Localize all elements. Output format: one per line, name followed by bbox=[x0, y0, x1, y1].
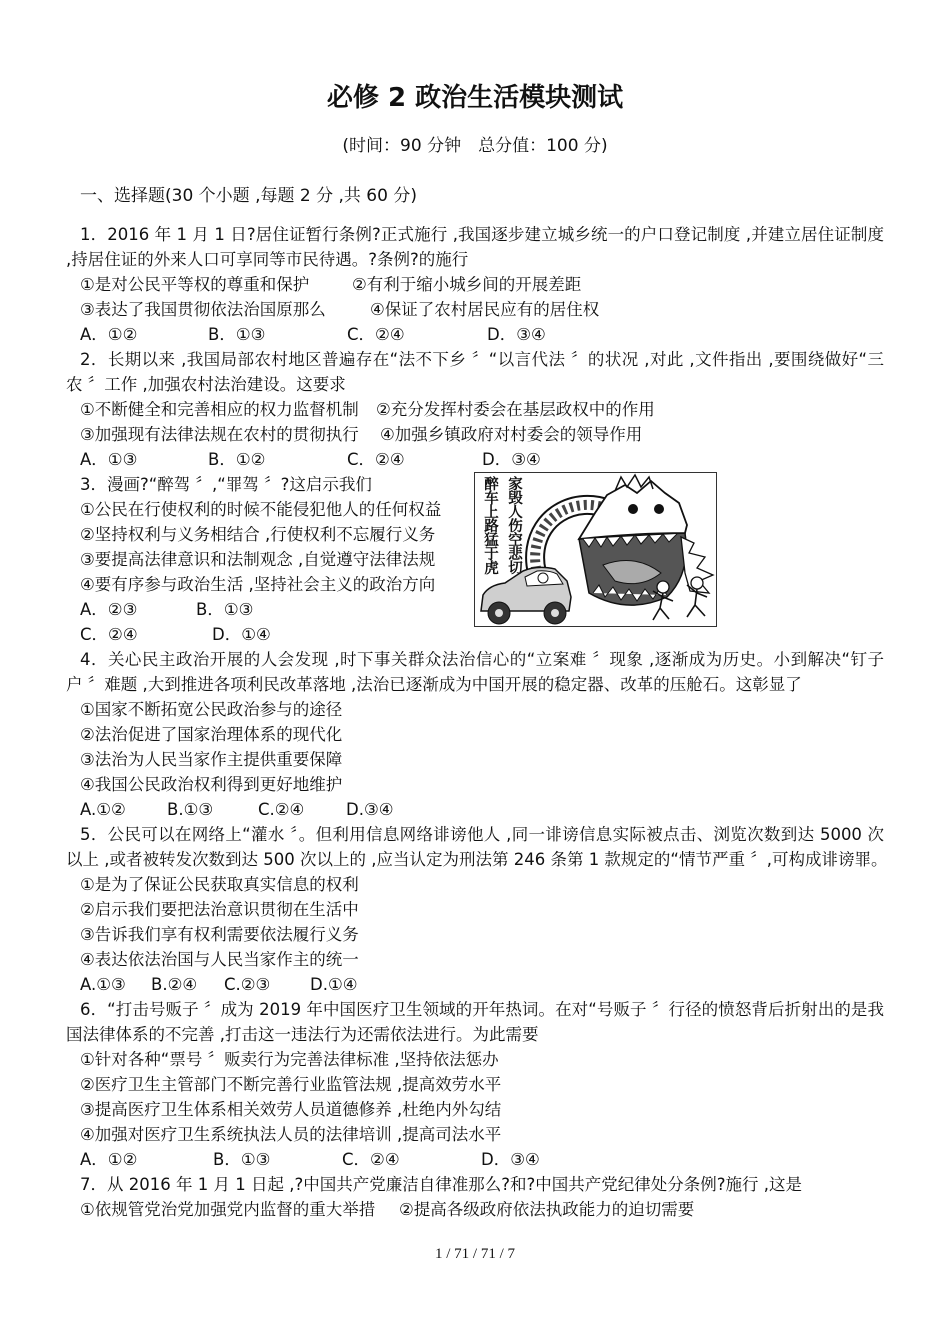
q1-stem-line-1 bbox=[66, 222, 884, 247]
q6-choices bbox=[66, 1147, 884, 1172]
q5-statement-1: ①是为了保证公民获取真实信息的权利 bbox=[80, 875, 359, 894]
q5-choice-c: C.②③ bbox=[224, 975, 271, 994]
q2-stem-line-1 bbox=[66, 347, 884, 372]
q4-statement-row-2 bbox=[66, 722, 884, 747]
car-hubcap-front bbox=[495, 609, 503, 617]
person-1-head bbox=[657, 581, 669, 593]
q2-stem-text-2: 农 〞工作 ,加强农村法治建设。这要求 bbox=[66, 375, 346, 394]
q7-stem-text-1: 7．从 2016 年 1 月 1 日起 ,?中国共产党廉洁自律准那么?和?中国共产党纪律处分条例?施行 ,这是 bbox=[80, 1175, 802, 1194]
q2-choice-d: D．③④ bbox=[482, 450, 541, 469]
q3-choice-b: B．①③ bbox=[196, 600, 254, 619]
q1-choice-c: C．②④ bbox=[347, 325, 405, 344]
q1-choice-a: A．①② bbox=[80, 325, 138, 344]
q3-choice-a: A．②③ bbox=[80, 600, 138, 619]
q1-statement-4: ④保证了农村居民应有的居住权 bbox=[370, 300, 600, 319]
q4-stem-text-2: 户 〞难题 ,大到推进各项利民改革落地 ,法治已逐渐成为中国开展的稳定器、改革的压舱石。这彰显了 bbox=[66, 675, 802, 694]
q4-stem-line-2 bbox=[66, 672, 884, 697]
q4-statement-3: ③法治为人民当家作主提供重要保障 bbox=[80, 750, 343, 769]
q2-statement-2: ②充分发挥村委会在基层政权中的作用 bbox=[376, 400, 655, 419]
question-list bbox=[66, 222, 888, 1222]
page-number: 1 / 71 / 71 / 7 bbox=[434, 1246, 515, 1262]
q3-stem-text-1: 3．漫画?“醉驾 〞,“罪驾 〞?这启示我们 bbox=[80, 475, 372, 494]
q6-stem-line-1 bbox=[66, 997, 884, 1022]
dragon-eye-left bbox=[628, 504, 638, 514]
q6-statement-4: ④加强对医疗卫生系统执法人员的法律培训 ,提高司法水平 bbox=[80, 1125, 502, 1144]
q3-statement-3: ③要提高法律意识和法制观念 ,自觉遵守法律法规 bbox=[80, 550, 436, 569]
q1-statement-1: ①是对公民平等权的尊重和保护 bbox=[80, 275, 310, 294]
q1-choice-b: B．①③ bbox=[208, 325, 266, 344]
q5-statement-row-2 bbox=[66, 897, 884, 922]
q3-statement-2: ②坚持权利与义务相结合 ,行使权利不忘履行义务 bbox=[80, 525, 436, 544]
q5-stem-text-1: 5．公民可以在网络上“灌水 〞。但利用信息网络诽谤他人 ,同一诽谤信息实际被点击、浏览次数到达 5000 次 bbox=[80, 825, 884, 844]
q6-choice-d: D．③④ bbox=[481, 1150, 540, 1169]
q3-statement-4: ④要有序参与政治生活 ,坚持社会主义的政治方向 bbox=[80, 575, 436, 594]
q5-statement-3: ③告诉我们享有权利需要依法履行义务 bbox=[80, 925, 359, 944]
q3-choice-c: C．②④ bbox=[80, 625, 138, 644]
q6-stem-text-2: 国法律体系的不完善 ,打击这一违法行为还需依法进行。为此需要 bbox=[66, 1025, 539, 1044]
q6-statement-row-1 bbox=[66, 1047, 884, 1072]
q5-statement-row-3 bbox=[66, 922, 884, 947]
q6-statement-row-4 bbox=[66, 1122, 884, 1147]
car-hubcap-rear bbox=[551, 609, 559, 617]
q1-statements-row-2 bbox=[66, 297, 884, 322]
q2-statement-4: ④加强乡镇政府对村委会的领导作用 bbox=[380, 425, 643, 444]
q7-statement-2: ②提高各级政府依法执政能力的迫切需要 bbox=[399, 1200, 695, 1219]
q5-choices bbox=[66, 972, 884, 997]
q1-stem-line-2 bbox=[66, 247, 884, 272]
q6-stem-line-2 bbox=[66, 1022, 884, 1047]
q5-stem-line-1 bbox=[66, 822, 884, 847]
q2-stem-line-2 bbox=[66, 372, 884, 397]
q7-statements-row-1 bbox=[66, 1197, 884, 1222]
q5-statement-4: ④表达依法治国与人民当家作主的统一 bbox=[80, 950, 359, 969]
q2-choices bbox=[66, 447, 884, 472]
q7-statement-1: ①依规管党治党加强党内监督的重大举措 bbox=[80, 1200, 376, 1219]
q6-statement-1: ①针对各种“票号 〞贩卖行为完善法律标准 ,坚持依法惩办 bbox=[80, 1050, 499, 1069]
q4-statement-4: ④我国公民政治权利得到更好地维护 bbox=[80, 775, 343, 794]
q4-choice-d: D.③④ bbox=[346, 800, 394, 819]
q6-choice-c: C．②④ bbox=[342, 1150, 400, 1169]
exam-time-and-score: (时间：90 分钟 总分值：100 分) bbox=[342, 136, 608, 156]
q2-choice-a: A．①③ bbox=[80, 450, 138, 469]
q4-statement-row-1 bbox=[66, 697, 884, 722]
section-heading: 一、选择题(30 个小题 ,每题 2 分 ,共 60 分) bbox=[80, 186, 417, 206]
q7-stem-line-1 bbox=[66, 1172, 884, 1197]
q5-choice-a: A.①③ bbox=[80, 975, 126, 994]
q5-statement-row-1 bbox=[66, 872, 884, 897]
q1-choice-d: D．③④ bbox=[487, 325, 546, 344]
q1-statement-2: ②有利于缩小城乡间的开展差距 bbox=[352, 275, 582, 294]
q4-statement-row-3 bbox=[66, 747, 884, 772]
q6-statement-row-3 bbox=[66, 1097, 884, 1122]
person-2-head bbox=[691, 577, 703, 589]
q6-statement-3: ③提高医疗卫生体系相关效劳人员道德修养 ,杜绝内外勾结 bbox=[80, 1100, 502, 1119]
q5-stem-line-2 bbox=[66, 847, 888, 872]
q5-statement-row-4 bbox=[66, 947, 884, 972]
q4-stem-text-1: 4．关心民主政治开展的人会发现 ,时下事关群众法治信心的“立案难 〞现象 ,逐渐成为历史。小到解决“钉子 bbox=[80, 650, 884, 669]
q3-statement-1: ①公民在行使权利的时候不能侵犯他人的任何权益 bbox=[80, 500, 442, 519]
q3-choice-d: D．①④ bbox=[212, 625, 271, 644]
q6-choice-a: A．①② bbox=[80, 1150, 138, 1169]
q6-statement-row-2 bbox=[66, 1072, 884, 1097]
q5-stem-text-2: 以上 ,或者被转发次数到达 500 次以上的 ,应当认定为刑法第 246 条第 1 款规定的“情节严重 〞,可构成诽谤罪。 bbox=[66, 850, 888, 869]
cartoon-caption-right: 家毁人伤空悲切 bbox=[506, 476, 522, 574]
q6-statement-2: ②医疗卫生主管部门不断完善行业监管法规 ,提高效劳水平 bbox=[80, 1075, 502, 1094]
q1-stem-text-1: 1．2016 年 1 月 1 日?居住证暂行条例?正式施行 ,我国逐步建立城乡统一的户口登记制度 ,并建立居住证制度 bbox=[80, 225, 884, 244]
q5-choice-b: B.②④ bbox=[151, 975, 198, 994]
q2-choice-c: C．②④ bbox=[347, 450, 405, 469]
q2-stem-text-1: 2．长期以来 ,我国局部农村地区普遍存在“法不下乡 〞“以言代法 〞的状况 ,对此 ,文件指出 ,要围绕做好“三 bbox=[80, 350, 884, 369]
q2-choice-b: B．①② bbox=[208, 450, 266, 469]
q4-statement-1: ①国家不断拓宽公民政治参与的途径 bbox=[80, 700, 343, 719]
q4-choice-a: A.①② bbox=[80, 800, 126, 819]
q6-stem-text-1: 6．“打击号贩子 〞成为 2019 年中国医疗卫生领域的开年热词。在对“号贩子 〞行径的愤怒背后折射出的是我 bbox=[80, 1000, 884, 1019]
q4-statement-2: ②法治促进了国家治理体系的现代化 bbox=[80, 725, 343, 744]
car-driver bbox=[538, 573, 548, 583]
dragon-eye-right bbox=[654, 504, 664, 514]
q4-choice-b: B.①③ bbox=[167, 800, 214, 819]
q2-statements-row-1 bbox=[66, 397, 884, 422]
page-title: 必修 2 政治生活模块测试 bbox=[326, 83, 624, 113]
q5-statement-2: ②启示我们要把法治意识贯彻在生活中 bbox=[80, 900, 359, 919]
q5-choice-d: D.①④ bbox=[310, 975, 358, 994]
cartoon-caption-left: 醉车上路猛于虎 bbox=[482, 476, 498, 574]
drunk-driving-cartoon bbox=[474, 472, 717, 627]
q6-choice-b: B．①③ bbox=[213, 1150, 271, 1169]
q4-statement-row-4 bbox=[66, 772, 884, 797]
q2-statement-1: ①不断健全和完善相应的权力监督机制 bbox=[80, 400, 359, 419]
q1-statement-3: ③表达了我国贯彻依法治国原那么 bbox=[80, 300, 326, 319]
q4-choices bbox=[66, 797, 884, 822]
q1-statements-row-1 bbox=[66, 272, 884, 297]
q2-statements-row-2 bbox=[66, 422, 884, 447]
q4-choice-c: C.②④ bbox=[258, 800, 305, 819]
q1-choices bbox=[66, 322, 884, 347]
q4-stem-line-1 bbox=[66, 647, 884, 672]
q1-stem-text-2: ,持居住证的外来人口可享同等市民待遇。?条例?的施行 bbox=[66, 250, 469, 269]
q2-statement-3: ③加强现有法律法规在农村的贯彻执行 bbox=[80, 425, 359, 444]
